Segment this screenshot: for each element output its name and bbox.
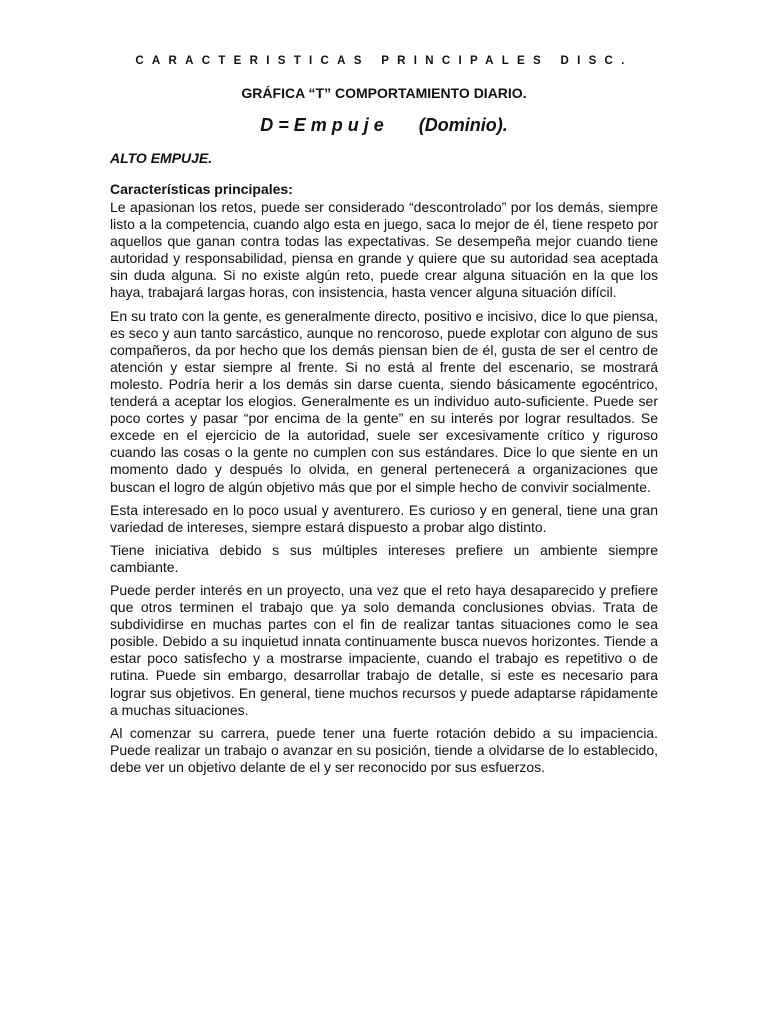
section-title: ALTO EMPUJE. xyxy=(110,150,213,166)
document-subtitle: GRÁFICA “T” COMPORTAMIENTO DIARIO. xyxy=(241,85,527,101)
document-title: CARACTERISTICAS PRINCIPALES DISC. xyxy=(135,55,633,67)
paragraph-5: Puede perder interés en un proyecto, una vez que el reto haya desaparecido y prefiere que otros terminen el trabajo que ya solo demanda conclusiones obvias. Trata de subdividirse en muchas partes con el fin de realizar tantas situaciones como le sea posible. Debido a su inquietud innata continuamente busca nuevos horizontes. Tiende a estar poco satisfecho y a mostrarse impaciente, cuando el trabajo es repetitivo o de rutina. Puede sin embargo, desarrollar trabajo de detalle, si este es necesario para lograr sus objetivos. En general, tiene muchos recursos y puede adaptarse rápidamente a muchas situaciones. xyxy=(110,581,658,718)
paragraph-1: Le apasionan los retos, puede ser considerado “descontrolado” por los demás, siempre listo a la competencia, cuando algo esta en juego, saca lo mejor de él, tiene respeto por aquellos que ganan contra todas las expectativas. Se desempeña mejor cuando tiene autoridad y responsabilidad, piensa en grande y quiere que su autoridad sea aceptada sin duda alguna. Si no existe algún reto, puede crear alguna situación en la que los haya, trabajará largas horas, con insistencia, hasta vencer alguna situación difícil. xyxy=(110,199,658,301)
paragraph-4: Tiene iniciativa debido s sus múltiples intereses prefiere un ambiente siempre cambiante. xyxy=(110,541,658,575)
paragraph-3: Esta interesado en lo poco usual y aventurero. Es curioso y en general, tiene una gran variedad de intereses, siempre estará dispuesto a probar algo distinto. xyxy=(110,501,658,535)
document-heading: D = E m p u j e (Dominio). xyxy=(260,115,508,135)
paragraph-2: En su trato con la gente, es generalmente directo, positivo e incisivo, dice lo que piensa, es seco y aun tanto sarcástico, aunque no rencoroso, puede explotar con alguno de sus compañeros, da por hecho que los demás piensan bien de él, gusta de ser el centro de atención y estar siempre al frente. Si no está al frente del escenario, se mostrará molesto. Podría herir a los demás sin darse cuenta, siendo básicamente egocéntrico, tenderá a aceptar los elogios. Generalmente es un individuo auto-suficiente. Puede ser poco cortes y pasar “por encima de la gente” en su interés por lograr resultados. Se excede en el ejercicio de la autoridad, suele ser excesivamente crítico y riguroso cuando las cosas o la gente no cumplen con sus estándares. Dice lo que siente en un momento dado y después lo olvida, en general pertenecerá a organizaciones que buscan el logro de algún objetivo más que por el simple hecho de convivir socialmente. xyxy=(110,307,658,495)
paragraph-6: Al comenzar su carrera, puede tener una fuerte rotación debido a su impaciencia. Puede realizar un trabajo o avanzar en su posición, tiende a olvidarse de lo establecido, debe ver un objetivo delante de el y ser reconocido por sus esfuerzos. xyxy=(110,724,658,775)
document-body xyxy=(110,180,658,782)
subsection-title: Características principales: xyxy=(110,181,293,197)
